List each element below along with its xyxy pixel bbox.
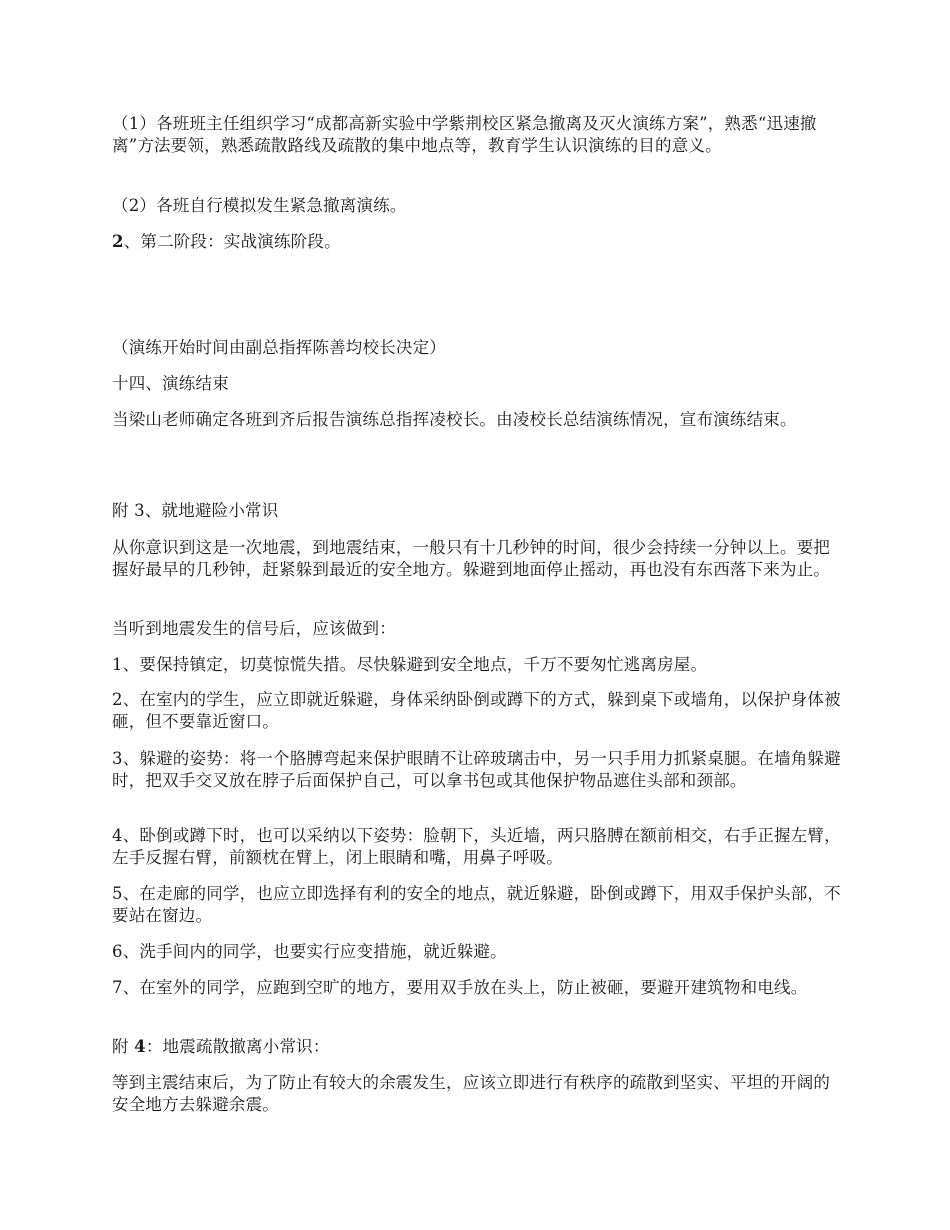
list-item-5: 5、在走廊的同学，也应立即选择有利的安全的地点，就近躲避，卧倒或蹲下，用双手保护头部，不要站在窗边。: [112, 884, 841, 925]
paragraph-start-note: （演练开始时间由副总指挥陈善均校长决定）: [112, 338, 446, 357]
section-heading-end: 十四、演练结束: [112, 374, 229, 393]
list-item-4: 4、卧倒或蹲下时，也可以采纳以下姿势：脸朝下，头近墙，两只胳膊在额前相交，右手正握左臂，左手反握右臂，前额枕在臂上，闭上眼睛和嘴，用鼻子呼吸。: [112, 826, 841, 867]
list-item-1: 1、要保持镇定，切莫惊慌失措。尽快躲避到安全地点，千万不要匆忙逃离房屋。: [112, 655, 708, 674]
paragraph-quake-duration: 从你意识到这是一次地震，到地震结束，一般只有十几秒钟的时间，很少会持续一分钟以上。要把握好最早的几秒钟，赶紧躲到最近的安全地方。躲避到地面停止摇动，再也没有东西落下来为止。: [112, 538, 831, 579]
list-item-3: 3、躲避的姿势：将一个胳膊弯起来保护眼睛不让碎玻璃击中，另一只手用力抓紧桌腿。在墙角躲避时，把双手交叉放在脖子后面保护自己，可以拿书包或其他保护物品遮住头部和颈部。: [112, 749, 841, 790]
appendix-3-heading: 附 3、就地避险小常识: [112, 501, 279, 520]
list-item-6: 6、洗手间内的同学，也要实行应变措施，就近躲避。: [112, 942, 507, 961]
paragraph-prep-study: （1）各班班主任组织学习“成都高新实验中学紫荆校区紧急撤离及灭火演练方案”，熟悉“迅速撤离”方法要领，熟悉疏散路线及疏散的集中地点等，教育学生认识演练的目的意义。: [112, 114, 817, 155]
paragraph-evacuation: 等到主震结束后，为了防止有较大的余震发生，应该立即进行有秩序的疏散到坚实、平坦的开阔的安全地方去躲避余震。: [112, 1073, 831, 1114]
paragraph-end-report: 当梁山老师确定各班到齐后报告演练总指挥凌校长。由凌校长总结演练情况，宣布演练结束。: [112, 410, 797, 429]
list-item-7: 7、在室外的同学，应跑到空旷的地方，要用双手放在头上，防止被砸，要避开建筑物和电线。: [112, 978, 808, 997]
appendix-4-heading: [112, 1036, 842, 1058]
appendix-4-text: ：地震疏散撤离小常识：: [145, 1037, 330, 1056]
paragraph-signal: 当听到地震发生的信号后，应该做到：: [112, 619, 396, 638]
paragraph-prep-drill: （2）各班自行模拟发生紧急撤离演练。: [112, 196, 407, 215]
stage-text: 、第二阶段：实战演练阶段。: [123, 232, 341, 251]
list-item-2: 2、在室内的学生，应立即就近躲避，身体采纳卧倒或蹲下的方式，躲到桌下或墙角，以保护身体被砸，但不要靠近窗口。: [112, 690, 841, 731]
appendix-4-number: 4: [134, 1037, 146, 1056]
stage-number: 2: [112, 232, 124, 251]
paragraph-stage-two: [112, 231, 842, 253]
appendix-4-prefix: 附: [112, 1037, 135, 1056]
